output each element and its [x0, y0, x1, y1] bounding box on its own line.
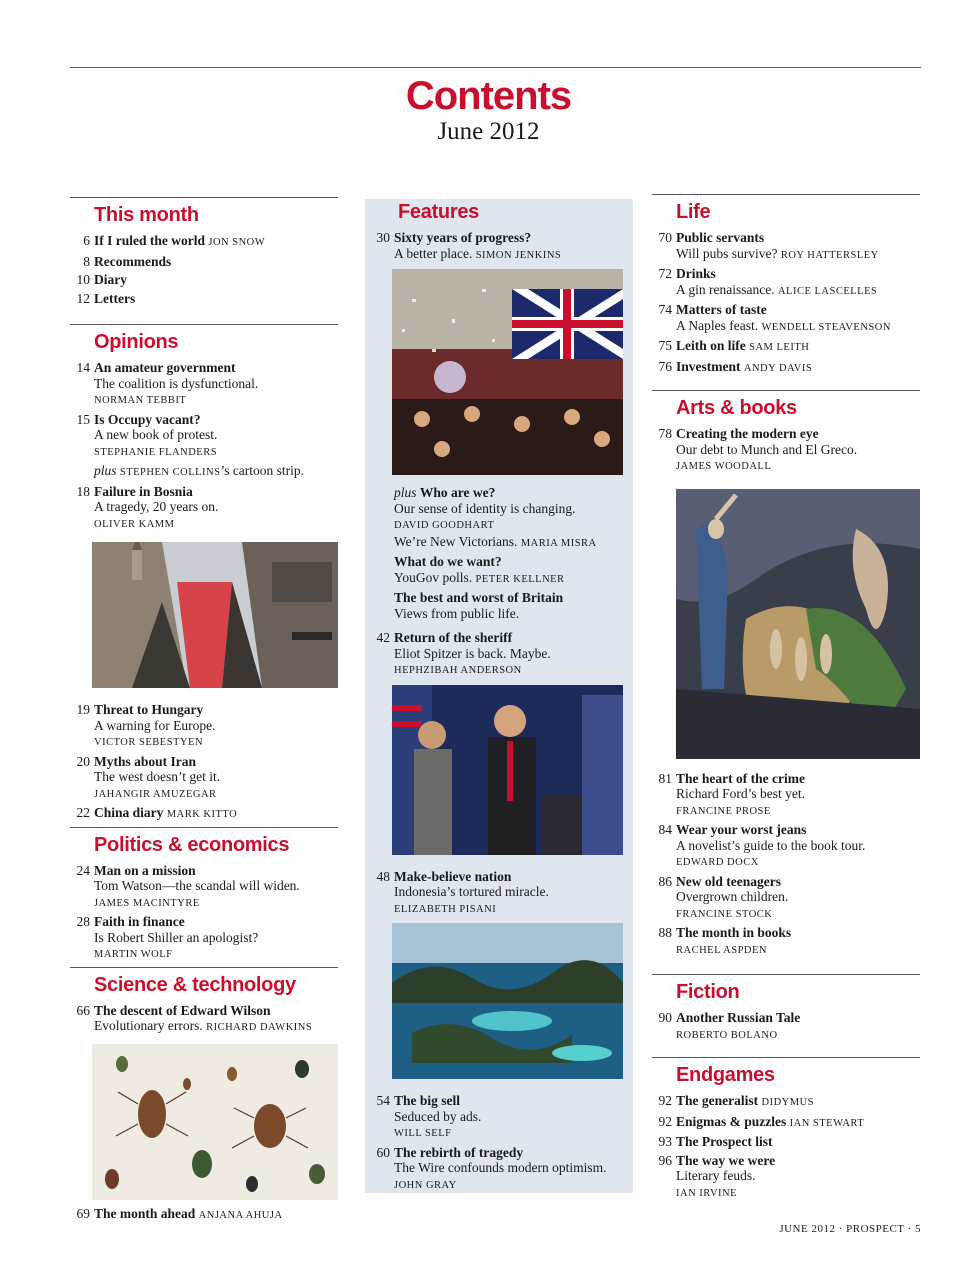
toc-entry[interactable]: 19 Threat to Hungary A warning for Europe. VICTOR SEBESTYEN [76, 702, 216, 748]
toc-entry[interactable]: 42 Return of the sheriff Eliot Spitzer is back. Maybe. HEPHZIBAH ANDERSON [376, 630, 551, 676]
toc-entry[interactable]: What do we want? YouGov polls. PETER KELLNER [394, 554, 565, 585]
toc-entry[interactable]: 8 Recommends [83, 253, 172, 269]
toc-entry[interactable]: 78 Creating the modern eye Our debt to Munch and El Greco. JAMES WOODALL [658, 426, 858, 472]
section-heading-life: Life [676, 201, 711, 223]
section-heading-fiction: Fiction [676, 981, 740, 1003]
page-subtitle: June 2012 [437, 118, 540, 145]
toc-entry[interactable]: 81 The heart of the crime Richard Ford’s best yet. FRANCINE PROSE [658, 770, 805, 817]
toc-entry[interactable]: 66 The descent of Edward Wilson Evolutionary errors. RICHARD DAWKINS [76, 1002, 313, 1033]
toc-entry[interactable]: 30 Sixty years of progress? A better place. SIMON JENKINS [376, 230, 562, 261]
toc-entry[interactable]: 75 Leith on life SAM LEITH [658, 338, 810, 353]
toc-entry[interactable]: 74 Matters of taste A Naples feast. WENDELL STEAVENSON [658, 302, 891, 333]
section-heading-arts: Arts & books [676, 397, 797, 419]
toc-entry[interactable]: 22 China diary MARK KITTO [76, 805, 238, 820]
toc-entry[interactable]: 88 The month in books RACHEL ASPDEN [658, 925, 792, 956]
toc-entry[interactable]: 86 New old teenagers Overgrown children. FRANCINE STOCK [658, 873, 789, 920]
section-heading-endgames: Endgames [676, 1064, 775, 1086]
toc-entry[interactable]: 60 The rebirth of tragedy The Wire confounds modern optimism. JOHN GRAY [376, 1144, 607, 1191]
toc-entry[interactable]: 14 An amateur government The coalition is dysfunctional. NORMAN TEBBIT [76, 360, 259, 406]
toc-entry[interactable]: 12 Letters [76, 290, 136, 306]
jubilee-crowd-photo [392, 269, 623, 475]
features-column [370, 201, 628, 1196]
toc-entry[interactable]: 15 Is Occupy vacant? A new book of protest. STEPHANIE FLANDERS [76, 411, 218, 458]
toc-entry[interactable]: 72 Drinks A gin renaissance. ALICE LASCELLES [658, 266, 878, 297]
toc-entry[interactable]: 70 Public servants Will pubs survive? ROY HATTERSLEY [658, 230, 879, 261]
el-greco-painting [676, 489, 920, 759]
section-heading-science: Science & technology [94, 973, 296, 996]
toc-entry-plus[interactable]: plus Who are we? Our sense of identity is changing. DAVID GOODHART We’re New Victorians. MARIA MISRA [394, 485, 597, 549]
top-rule [70, 67, 921, 68]
toc-entry[interactable]: 76 Investment ANDY DAVIS [658, 358, 813, 374]
section-heading-this-month: This month [94, 204, 199, 226]
toc-entry[interactable]: 90 Another Russian Tale ROBERTO BOLANO [658, 1010, 801, 1041]
left-column [70, 197, 338, 1226]
toc-entry[interactable]: 24 Man on a mission Tom Watson—the scandal will widen. JAMES MACINTYRE [76, 862, 300, 909]
page-title: Contents [405, 74, 572, 118]
toc-entry[interactable]: 54 The big sell Seduced by ads. WILL SELF [376, 1093, 482, 1139]
toc-entry[interactable]: 28 Faith in finance Is Robert Shiller an apologist? MARTIN WOLF [76, 914, 259, 960]
toc-entry[interactable]: 10 Diary [76, 272, 127, 287]
section-heading-features: Features [398, 201, 479, 223]
insects-photo [92, 1044, 338, 1200]
toc-entry[interactable]: The best and worst of Britain Views from public life. [394, 590, 564, 621]
spitzer-photo [392, 685, 623, 855]
toc-entry[interactable]: 96 The way we were Literary feuds. IAN IRVINE [658, 1152, 776, 1199]
toc-entry[interactable]: 48 Make-believe nation Indonesia’s tortured miracle. ELIZABETH PISANI [376, 868, 549, 915]
toc-entry[interactable]: 84 Wear your worst jeans A novelist’s guide to the book tour. EDWARD DOCX [658, 822, 866, 868]
indonesia-islands-photo [392, 923, 623, 1079]
toc-entry[interactable]: 93 The Prospect list [658, 1134, 773, 1149]
toc-entry[interactable]: 20 Myths about Iran The west doesn’t get it. JAHANGIR AMUZEGAR [76, 753, 221, 800]
toc-entry[interactable]: 18 Failure in Bosnia A tragedy, 20 years on. OLIVER KAMM [76, 483, 219, 530]
bosnia-photo [92, 542, 338, 688]
right-column [652, 194, 920, 1204]
toc-entry[interactable]: 6 If I ruled the world JON SNOW [83, 233, 266, 248]
toc-entry[interactable]: 92 The generalist DIDYMUS [658, 1093, 815, 1108]
toc-entry[interactable]: 92 Enigmas & puzzles IAN STEWART [658, 1113, 865, 1129]
toc-entry[interactable]: 69 The month ahead ANJANA AHUJA [76, 1205, 283, 1221]
section-heading-opinions: Opinions [94, 331, 179, 353]
section-heading-politics: Politics & economics [94, 833, 290, 856]
page-footer: JUNE 2012 · PROSPECT · 5 [779, 1223, 921, 1235]
toc-entry-plus[interactable]: plus STEPHEN COLLINS’s cartoon strip. [94, 463, 305, 478]
